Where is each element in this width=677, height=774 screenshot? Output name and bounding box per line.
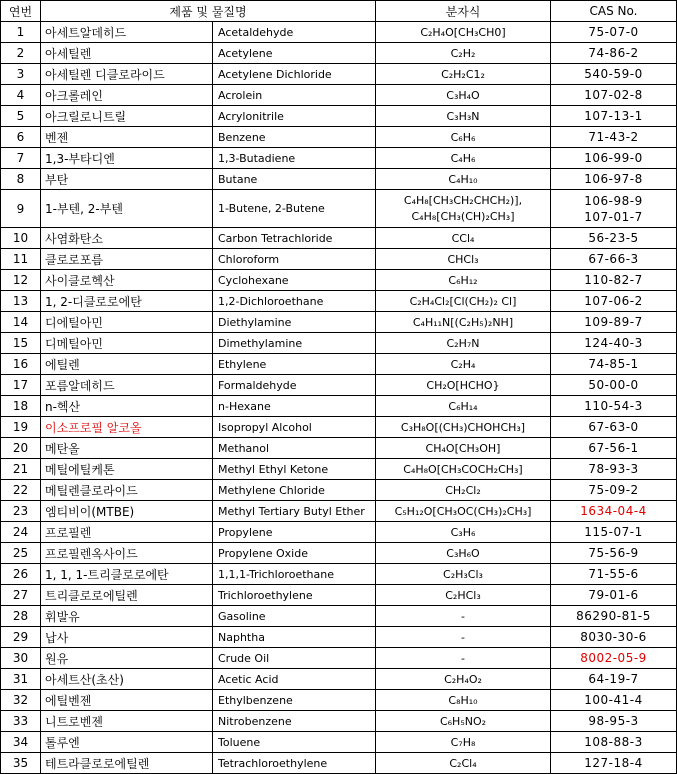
english-name: Acetaldehyde [213,22,376,43]
korean-name: 에틸렌 [41,354,213,375]
molecular-formula: C₂H₂C1₂ [376,64,551,85]
english-name: Tetrachloroethylene [213,753,376,774]
molecular-formula: C₂H₄ [376,354,551,375]
english-name: Methyl Ethyl Ketone [213,459,376,480]
table-row [1,64,677,85]
row-number: 25 [1,543,41,564]
english-name: Diethylamine [213,312,376,333]
english-name: n-Hexane [213,396,376,417]
korean-name: 포름알데히드 [41,375,213,396]
korean-name: 사염화탄소 [41,228,213,249]
header-row [1,1,677,22]
korean-name: 부탄 [41,169,213,190]
english-name: Methyl Tertiary Butyl Ether [213,501,376,522]
molecular-formula: C₃H₆ [376,522,551,543]
cas-number: 107-06-2 [551,291,677,312]
english-name: 1,3-Butadiene [213,148,376,169]
row-number: 29 [1,627,41,648]
korean-name: 클로로포름 [41,249,213,270]
row-number: 20 [1,438,41,459]
english-name: Acetylene Dichloride [213,64,376,85]
table-row [1,753,677,774]
english-name: Acrolein [213,85,376,106]
korean-name: 트리클로로에틸렌 [41,585,213,606]
cas-number: 50-00-0 [551,375,677,396]
formula-line: C₄H₈[CH₃(CH)₂CH₃] [411,209,515,223]
korean-name: 아세트산(초산) [41,669,213,690]
row-number: 16 [1,354,41,375]
molecular-formula: - [376,648,551,669]
cas-number: 67-56-1 [551,438,677,459]
english-name: Crude Oil [213,648,376,669]
table-row [1,43,677,64]
korean-name: 에틸벤젠 [41,690,213,711]
english-name: 1,1,1-Trichloroethane [213,564,376,585]
row-number: 33 [1,711,41,732]
table-row [1,417,677,438]
row-number: 35 [1,753,41,774]
cas-number: 109-89-7 [551,312,677,333]
formula-line: C₄H₈[CH₃CH₂CHCH₂)], [403,193,523,207]
cas-number: 540-59-0 [551,64,677,85]
header-cas: CAS No. [551,1,677,22]
korean-name: 엠티비이(MTBE) [41,501,213,522]
cas-number: 78-93-3 [551,459,677,480]
molecular-formula: - [376,606,551,627]
table-row [1,711,677,732]
korean-name: 1, 2-디클로로에탄 [41,291,213,312]
cas-number: 1634-04-4 [551,501,677,522]
molecular-formula: C₆H₁₄ [376,396,551,417]
table-row [1,669,677,690]
korean-name: 아크롤레인 [41,85,213,106]
korean-name: 메탄올 [41,438,213,459]
row-number: 21 [1,459,41,480]
table-row [1,148,677,169]
english-name: 1,2-Dichloroethane [213,291,376,312]
molecular-formula: C₂Cl₄ [376,753,551,774]
molecular-formula: C₈H₁₀ [376,690,551,711]
cas-number: 74-86-2 [551,43,677,64]
cas-number: 79-01-6 [551,585,677,606]
korean-name: 1-부텐, 2-부텐 [41,190,213,228]
header-product-name: 제품 및 물질명 [41,1,376,22]
table-row [1,354,677,375]
cas-line: 106-98-9 [584,193,643,208]
cas-number: 127-18-4 [551,753,677,774]
cas-number: 56-23-5 [551,228,677,249]
molecular-formula: - [376,627,551,648]
molecular-formula: C₅H₁₂O[CH₃OC(CH₃)₂CH₃] [376,501,551,522]
row-number: 17 [1,375,41,396]
row-number: 24 [1,522,41,543]
table-row [1,375,677,396]
row-number: 5 [1,106,41,127]
cas-number: 71-55-6 [551,564,677,585]
cas-number: 74-85-1 [551,354,677,375]
english-name: Acrylonitrile [213,106,376,127]
english-name: Methanol [213,438,376,459]
korean-name: 벤젠 [41,127,213,148]
molecular-formula: C₄H₆ [376,148,551,169]
row-number: 2 [1,43,41,64]
korean-name: 1, 1, 1-트리클로로에탄 [41,564,213,585]
table-row [1,459,677,480]
cas-number: 75-56-9 [551,543,677,564]
korean-name: 프로필렌 [41,522,213,543]
table-row [1,627,677,648]
cas-number: 75-09-2 [551,480,677,501]
english-name: Isopropyl Alcohol [213,417,376,438]
table-row [1,333,677,354]
table-row [1,690,677,711]
english-name: Chloroform [213,249,376,270]
row-number: 22 [1,480,41,501]
english-name: Methylene Chloride [213,480,376,501]
cas-number: 100-41-4 [551,690,677,711]
molecular-formula: CH₂Cl₂ [376,480,551,501]
row-number: 30 [1,648,41,669]
table-row [1,480,677,501]
molecular-formula: C₂H₄Cl₂[Cl(CH₂)₂ Cl] [376,291,551,312]
korean-name: 아세트알데히드 [41,22,213,43]
cas-number: 110-82-7 [551,270,677,291]
molecular-formula: C₄H₁₀ [376,169,551,190]
korean-name: 메틸렌클로라이드 [41,480,213,501]
table-row [1,249,677,270]
korean-name: 니트로벤젠 [41,711,213,732]
molecular-formula: C₄H₁₁N[(C₂H₅)₂NH] [376,312,551,333]
english-name: Cyclohexane [213,270,376,291]
row-number: 7 [1,148,41,169]
row-number: 10 [1,228,41,249]
molecular-formula: C₆H₆ [376,127,551,148]
korean-name: 1,3-부타디엔 [41,148,213,169]
table-row [1,648,677,669]
cas-line: 107-01-7 [584,209,643,224]
table-row [1,564,677,585]
molecular-formula: C₃H₆O [376,543,551,564]
cas-number: 64-19-7 [551,669,677,690]
english-name: Benzene [213,127,376,148]
row-number: 6 [1,127,41,148]
cas-number: 75-07-0 [551,22,677,43]
molecular-formula: C₇H₈ [376,732,551,753]
cas-number: 8002-05-9 [551,648,677,669]
row-number: 34 [1,732,41,753]
molecular-formula: C₆H₁₂ [376,270,551,291]
table-row [1,85,677,106]
row-number: 11 [1,249,41,270]
table-row [1,291,677,312]
cas-number: 106-97-8 [551,169,677,190]
table-row [1,396,677,417]
english-name: Carbon Tetrachloride [213,228,376,249]
cas-number: 115-07-1 [551,522,677,543]
english-name: Ethylbenzene [213,690,376,711]
english-name: 1-Butene, 2-Butene [213,190,376,228]
row-number: 28 [1,606,41,627]
table-row [1,106,677,127]
table-row [1,228,677,249]
english-name: Formaldehyde [213,375,376,396]
cas-number: 67-66-3 [551,249,677,270]
korean-name: 메틸에틸케톤 [41,459,213,480]
table-row [1,606,677,627]
molecular-formula: C₂H₂ [376,43,551,64]
molecular-formula: CCl₄ [376,228,551,249]
table-row [1,190,677,228]
cas-number: 98-95-3 [551,711,677,732]
header-no: 연번 [1,1,41,22]
korean-name: 사이클로헥산 [41,270,213,291]
korean-name: 휘발유 [41,606,213,627]
molecular-formula: CH₂O[HCHO} [376,375,551,396]
molecular-formula: C₂H₃Cl₃ [376,564,551,585]
english-name: Naphtha [213,627,376,648]
korean-name: 원유 [41,648,213,669]
english-name: Butane [213,169,376,190]
table-row [1,438,677,459]
molecular-formula: C₆H₅NO₂ [376,711,551,732]
cas-number: 107-02-8 [551,85,677,106]
cas-number: 106-99-0 [551,148,677,169]
korean-name: 프로필렌옥사이드 [41,543,213,564]
molecular-formula: C₂HCl₃ [376,585,551,606]
row-number: 9 [1,190,41,228]
table-row [1,312,677,333]
english-name: Acetic Acid [213,669,376,690]
korean-name: 납사 [41,627,213,648]
table-row [1,501,677,522]
row-number: 26 [1,564,41,585]
korean-name: 아세틸렌 디클로라이드 [41,64,213,85]
english-name: Nitrobenzene [213,711,376,732]
molecular-formula: C₂H₇N [376,333,551,354]
table-row [1,585,677,606]
row-number: 27 [1,585,41,606]
english-name: Acetylene [213,43,376,64]
table-row [1,732,677,753]
table-row [1,22,677,43]
cas-number: 67-63-0 [551,417,677,438]
english-name: Toluene [213,732,376,753]
english-name: Trichloroethylene [213,585,376,606]
korean-name: n-헥산 [41,396,213,417]
cas-number: 71-43-2 [551,127,677,148]
table-row [1,127,677,148]
row-number: 19 [1,417,41,438]
english-name: Propylene Oxide [213,543,376,564]
row-number: 12 [1,270,41,291]
cas-number [551,190,677,228]
row-number: 1 [1,22,41,43]
korean-name: 톨루엔 [41,732,213,753]
korean-name: 아크릴로니트릴 [41,106,213,127]
korean-name: 디메틸아민 [41,333,213,354]
header-formula: 분자식 [376,1,551,22]
english-name: Ethylene [213,354,376,375]
row-number: 3 [1,64,41,85]
molecular-formula [376,190,551,228]
row-number: 15 [1,333,41,354]
table-body [1,22,677,774]
cas-number: 107-13-1 [551,106,677,127]
cas-number: 124-40-3 [551,333,677,354]
english-name: Gasoline [213,606,376,627]
row-number: 32 [1,690,41,711]
row-number: 14 [1,312,41,333]
molecular-formula: C₃H₄O [376,85,551,106]
row-number: 8 [1,169,41,190]
cas-number: 8030-30-6 [551,627,677,648]
molecular-formula: C₃H₃N [376,106,551,127]
cas-number: 108-88-3 [551,732,677,753]
korean-name: 이소프로필 알코올 [41,417,213,438]
table-row [1,543,677,564]
cas-number: 110-54-3 [551,396,677,417]
english-name: Dimethylamine [213,333,376,354]
row-number: 4 [1,85,41,106]
molecular-formula: C₃H₈O[(CH₃)CHOHCH₃] [376,417,551,438]
table-row [1,169,677,190]
molecular-formula: CH₄O[CH₃OH] [376,438,551,459]
molecular-formula: C₂H₄O₂ [376,669,551,690]
row-number: 31 [1,669,41,690]
english-name: Propylene [213,522,376,543]
table-row [1,270,677,291]
molecular-formula: C₂H₄O[CH₃CH0] [376,22,551,43]
row-number: 13 [1,291,41,312]
korean-name: 디에틸아민 [41,312,213,333]
table-row [1,522,677,543]
molecular-formula: C₄H₈O[CH₃COCH₂CH₃] [376,459,551,480]
korean-name: 아세틸렌 [41,43,213,64]
row-number: 23 [1,501,41,522]
molecular-formula: CHCl₃ [376,249,551,270]
cas-number: 86290-81-5 [551,606,677,627]
row-number: 18 [1,396,41,417]
korean-name: 테트라클로로에틸렌 [41,753,213,774]
